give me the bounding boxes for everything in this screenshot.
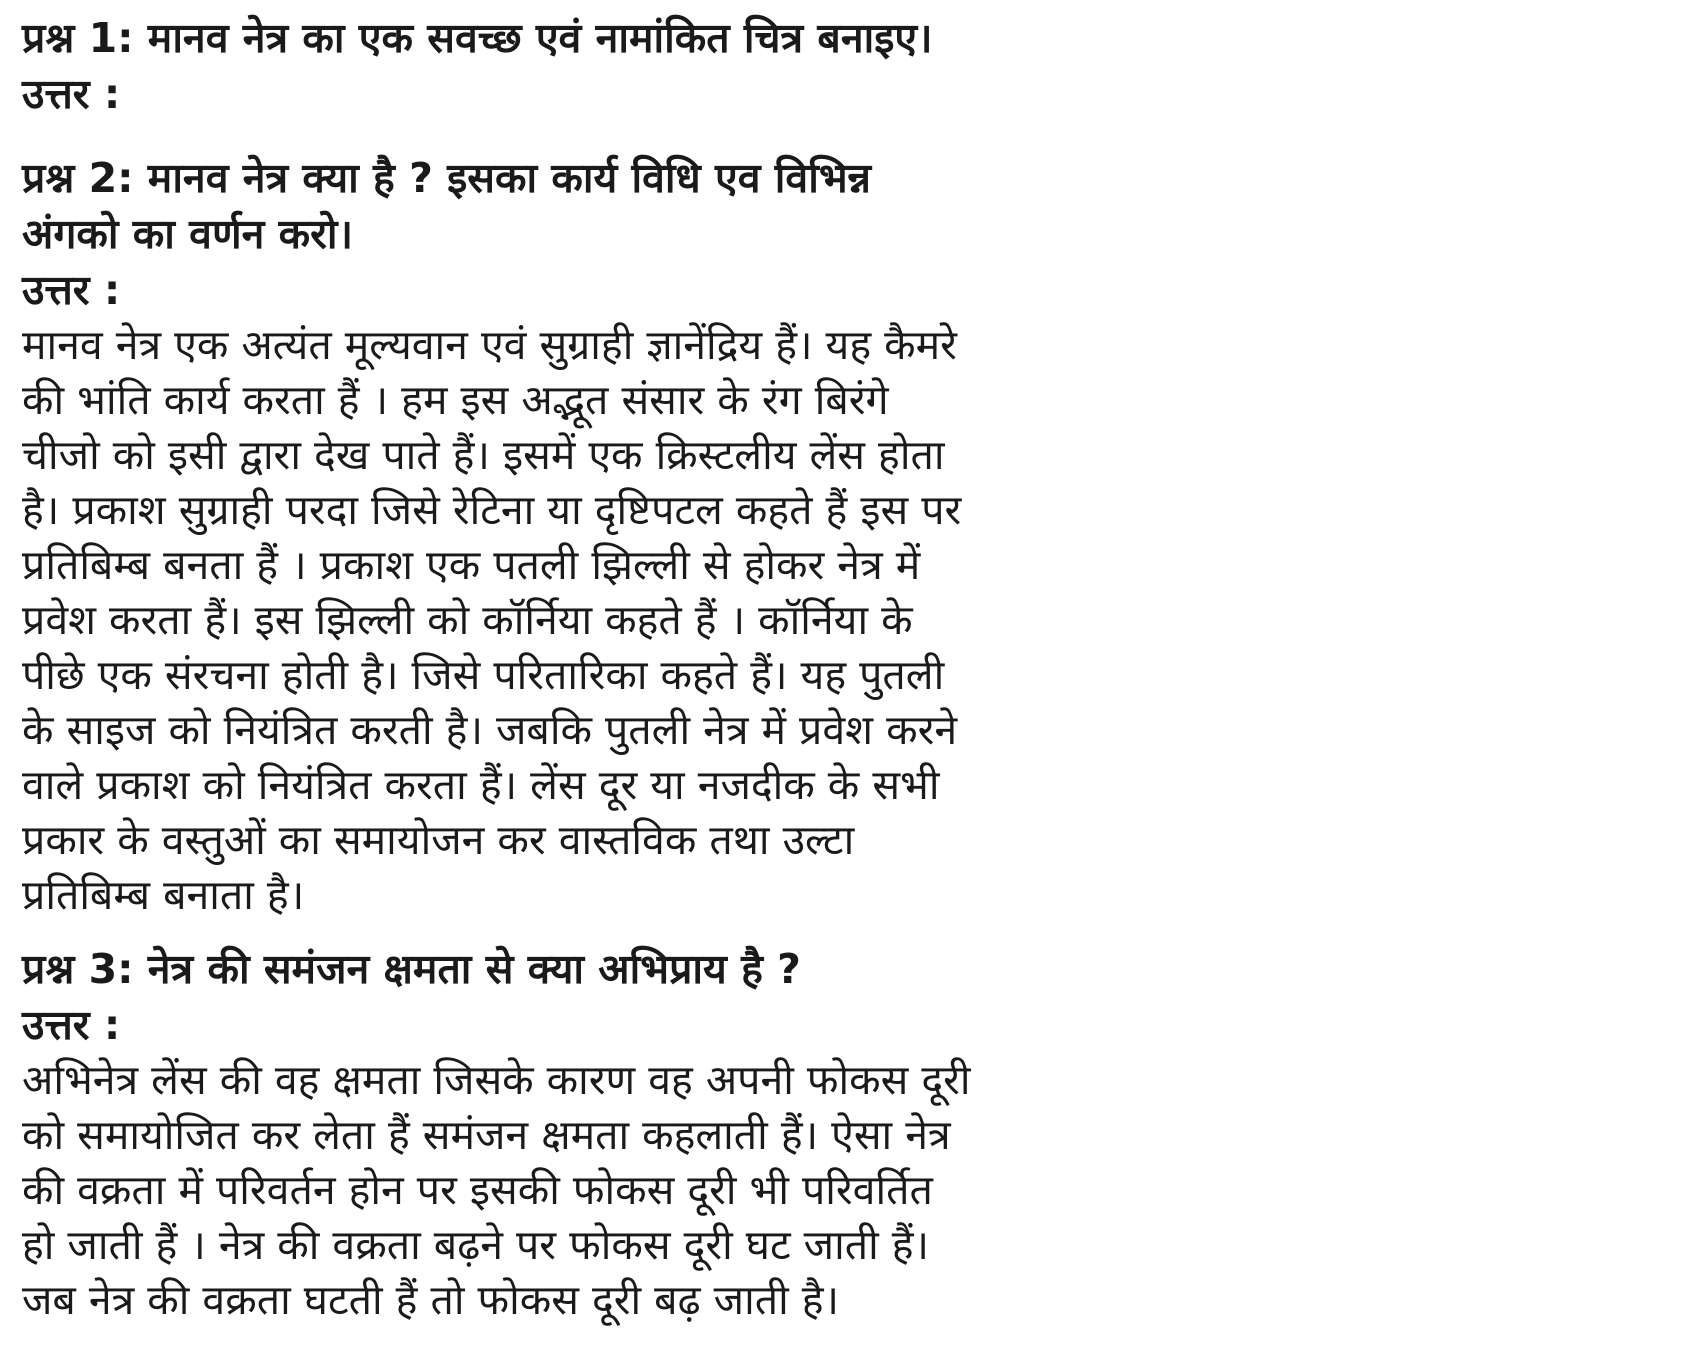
question-3 bbox=[22, 941, 1682, 997]
answer-label: उत्तर : bbox=[22, 266, 121, 314]
qa-block-2 bbox=[22, 150, 1682, 923]
answer-line: है। प्रकाश सुग्राही परदा जिसे रेटिना या दृष्टिपटल कहते हैं इस पर bbox=[22, 486, 962, 534]
answer-line: प्रतिबिम्ब बनाता है। bbox=[22, 871, 305, 919]
question-1 bbox=[22, 10, 1682, 66]
answer-line: चीजो को इसी द्वारा देख पाते हैं। इसमें एक क्रिस्टलीय लेंस होता bbox=[22, 431, 945, 479]
answer-line: की भांति कार्य करता हैं । हम इस अद्भूत संसार के रंग बिरंगे bbox=[22, 376, 889, 424]
answer-line: को समायोजित कर लेता हैं समंजन क्षमता कहलाती हैं। ऐसा नेत्र bbox=[22, 1111, 951, 1159]
document-page bbox=[22, 10, 1682, 1328]
answer-line: के साइज को नियंत्रित करती है। जबकि पुतली नेत्र में प्रवेश करने bbox=[22, 706, 958, 754]
question-text-line: नेत्र की समंजन क्षमता से क्या अभिप्राय है ? bbox=[147, 945, 801, 993]
qa-block-3 bbox=[22, 941, 1682, 1328]
answer-line: जब नेत्र की वक्रता घटती हैं तो फोकस दूरी बढ़ जाती है। bbox=[22, 1276, 840, 1324]
answer-line: वाले प्रकाश को नियंत्रित करता हैं। लेंस दूर या नजदीक के सभी bbox=[22, 761, 940, 809]
question-text-line: मानव नेत्र क्या है ? इसका कार्य विधि एव विभिन्न bbox=[147, 154, 872, 202]
answer-line: की वक्रता में परिवर्तन होन पर इसकी फोकस दूरी भी परिवर्तित bbox=[22, 1166, 933, 1214]
answer-label: उत्तर : bbox=[22, 70, 121, 118]
answer-body-2 bbox=[22, 318, 1682, 923]
answer-label: उत्तर : bbox=[22, 1001, 121, 1049]
spacer bbox=[22, 122, 1682, 150]
answer-body-3 bbox=[22, 1053, 1682, 1328]
spacer bbox=[22, 923, 1682, 941]
answer-line: हो जाती हैं । नेत्र की वक्रता बढ़ने पर फोकस दूरी घट जाती हैं। bbox=[22, 1221, 930, 1269]
question-2 bbox=[22, 150, 1682, 262]
question-number: प्रश्न 3: bbox=[22, 945, 134, 993]
qa-block-1 bbox=[22, 10, 1682, 122]
answer-line: प्रकार के वस्तुओं का समायोजन कर वास्तविक तथा उल्टा bbox=[22, 816, 855, 864]
question-number: प्रश्न 1: bbox=[22, 14, 134, 62]
answer-line: मानव नेत्र एक अत्यंत मूल्यवान एवं सुग्राही ज्ञानेंद्रिय हैं। यह कैमरे bbox=[22, 321, 957, 369]
answer-line: प्रवेश करता हैं। इस झिल्ली को कॉर्निया कहते हैं । कॉर्निया के bbox=[22, 596, 913, 644]
question-number: प्रश्न 2: bbox=[22, 154, 134, 202]
question-text-line: अंगको का वर्णन करो। bbox=[22, 210, 354, 258]
question-text-line: मानव नेत्र का एक सवच्छ एवं नामांकित चित्र बनाइए। bbox=[147, 14, 933, 62]
answer-line: प्रतिबिम्ब बनता हैं । प्रकाश एक पतली झिल्ली से होकर नेत्र में bbox=[22, 541, 921, 589]
answer-line: पीछे एक संरचना होती है। जिसे परितारिका कहते हैं। यह पुतली bbox=[22, 651, 945, 699]
answer-line: अभिनेत्र लेंस की वह क्षमता जिसके कारण वह अपनी फोकस दूरी bbox=[22, 1056, 971, 1104]
